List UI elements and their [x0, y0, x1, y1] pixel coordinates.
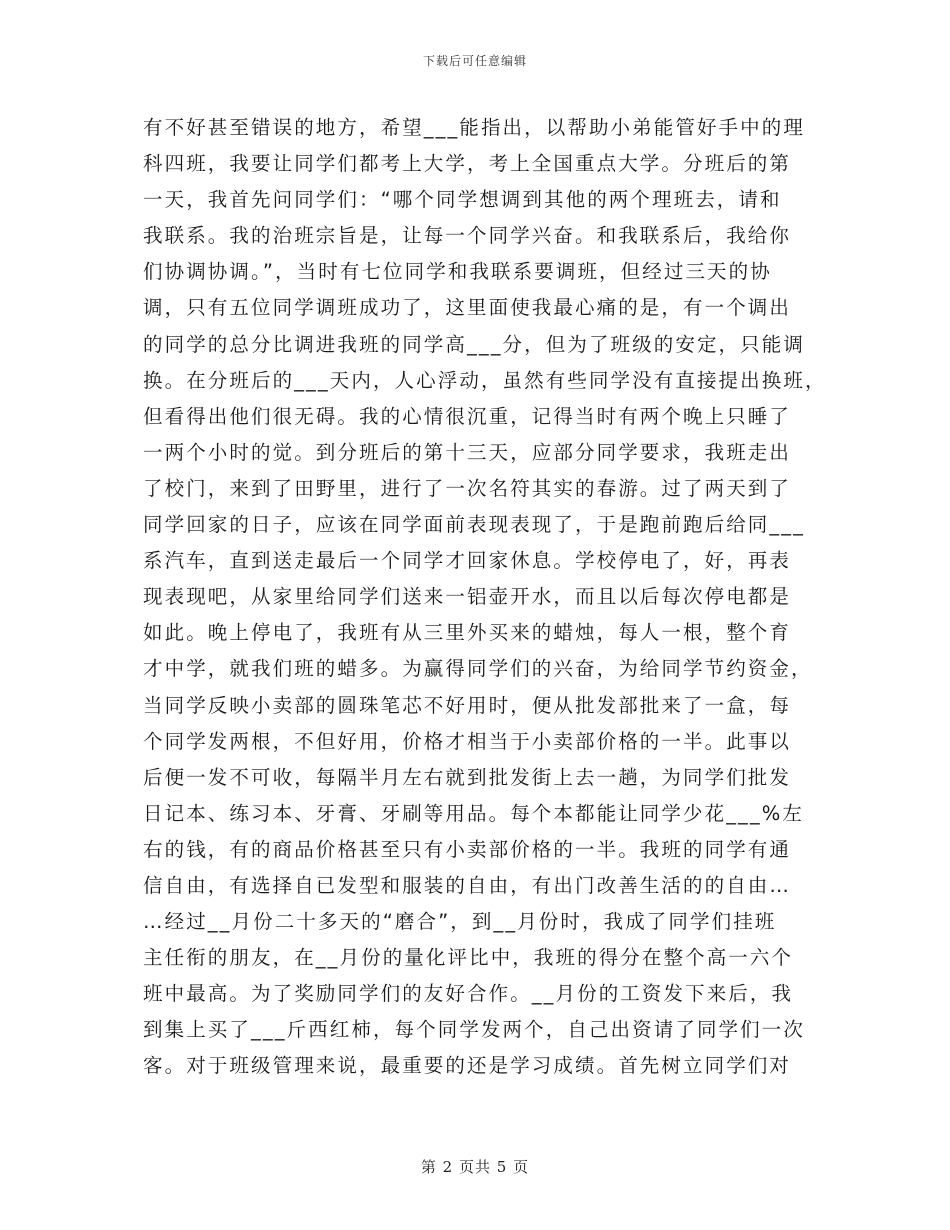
text-line: 客。对于班级管理来说，最重要的还是学习成绩。首先树立同学们对 [143, 1054, 792, 1078]
text-line: 后便一发不可收，每隔半月左右就到批发街上去一趟，为同学们批发 [143, 765, 792, 789]
text-line: 一天，我首先问同学们：“哪个同学想调到其他的两个理班去，请和 [143, 188, 782, 212]
text-line: 到集上买了___斤西红柿，每个同学发两个，自己出资请了同学们一次 [143, 1018, 805, 1042]
text-line: 但看得出他们很无碍。我的心情很沉重，记得当时有两个晚上只睡了 [143, 404, 792, 428]
text-line: 日记本、练习本、牙膏、牙刷等用品。每个本都能让同学少花___%左 [143, 801, 804, 825]
text-line: 班中最高。为了奖励同学们的友好合作。__月份的工资发下来后，我 [143, 982, 794, 1006]
text-line: 有不好甚至错误的地方，希望___能指出，以帮助小弟能管好手中的理 [143, 116, 805, 139]
text-line: 系汽车，直到送走最后一个同学才回家休息。学校停电了，好，再表 [143, 549, 792, 573]
page-footer: 第 2 页共 5 页 [420, 1158, 530, 1176]
text-line: 我联系。我的治班宗旨是，让每一个同学兴奋。和我联系后，我给你 [143, 224, 792, 248]
text-line: 才中学，就我们班的蜡多。为赢得同学们的兴奋，为给同学节约资金， [143, 657, 813, 681]
text-line: 右的钱，有的商品价格甚至只有小卖部价格的一半。我班的同学有通 [143, 837, 792, 861]
text-line: 同学回家的日子，应该在同学面前表现表现了，于是跑前跑后给同___ [143, 513, 805, 537]
text-line: 现表现吧，从家里给同学们送来一铝壶开水，而且以后每次停电都是 [143, 585, 792, 609]
text-line: 信自由，有选择自已发型和服装的自由，有出门改善生活的的自由… [143, 873, 792, 897]
body-text [143, 110, 827, 1085]
text-line: 换。在分班后的___天内，人心浮动，虽然有些同学没有直接提出换班， [143, 368, 827, 392]
page-header: 下载后可任意编辑 [422, 54, 527, 68]
text-line: 如此。晚上停电了，我班有从三里外买来的蜡烛，每人一根，整个育 [143, 621, 792, 645]
text-line: 个同学发两根，不但好用，价格才相当于小卖部价格的一半。此事以 [143, 729, 792, 753]
text-line: 一两个小时的觉。到分班后的第十三天，应部分同学要求，我班走出 [143, 440, 792, 464]
text-line: 主任衔的朋友，在__月份的量化评比中，我班的得分在整个高一六个 [143, 946, 794, 970]
text-line: 了校门，来到了田野里，进行了一次名符其实的春游。过了两天到了 [143, 476, 792, 500]
text-line: 的同学的总分比调进我班的同学高___分，但为了班级的安定，只能调 [143, 332, 805, 356]
text-line: 当同学反映小卖部的圆珠笔芯不好用时，便从批发部批来了一盒，每 [143, 693, 792, 717]
text-line: 调，只有五位同学调班成功了，这里面使我最心痛的是，有一个调出 [143, 296, 792, 320]
text-line: 科四班，我要让同学们都考上大学，考上全国重点大学。分班后的第 [143, 152, 792, 176]
text-line: …经过__月份二十多天的“磨合”，到__月份时，我成了同学们挂班 [143, 910, 777, 934]
text-line: 们协调协调。”，当时有七位同学和我联系要调班，但经过三天的协 [143, 260, 772, 284]
